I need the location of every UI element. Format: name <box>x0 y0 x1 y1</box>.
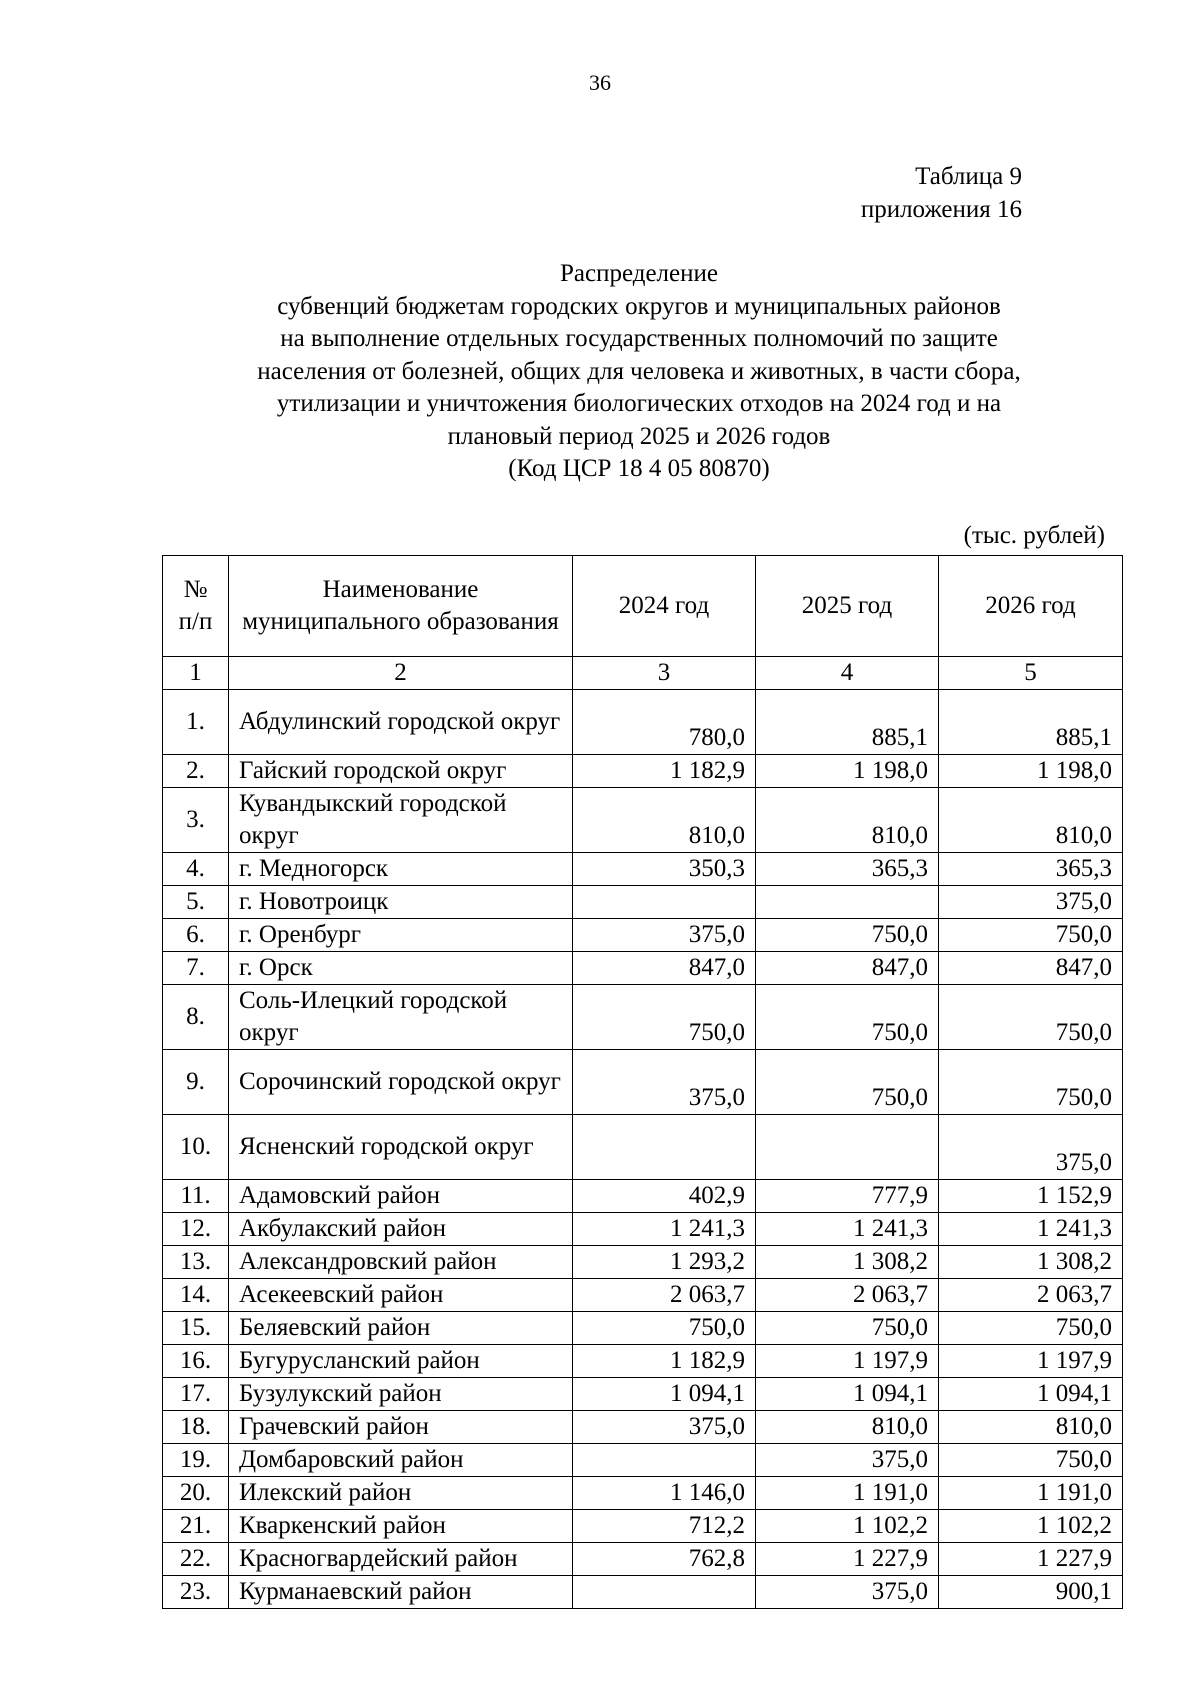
municipality-name: Бузулукский район <box>229 1378 573 1411</box>
value-2026: 750,0 <box>939 1050 1123 1115</box>
municipality-name: Ясненский городской округ <box>229 1115 573 1180</box>
document-heading <box>165 258 1113 486</box>
heading-line: Распределение <box>560 260 718 287</box>
value-2025: 885,1 <box>756 690 939 755</box>
value-2025: 1 191,0 <box>756 1477 939 1510</box>
value-2024: 712,2 <box>573 1510 756 1543</box>
municipality-name: г. Новотроицк <box>229 886 573 919</box>
value-2026: 365,3 <box>939 853 1123 886</box>
value-2024: 375,0 <box>573 1411 756 1444</box>
value-2026: 375,0 <box>939 1115 1123 1180</box>
column-number: 5 <box>939 657 1123 690</box>
municipality-name: Кувандыкский городской округ <box>229 788 573 853</box>
value-2026: 1 227,9 <box>939 1543 1123 1576</box>
municipality-name: Грачевский район <box>229 1411 573 1444</box>
row-number: 7. <box>163 952 229 985</box>
row-number: 15. <box>163 1312 229 1345</box>
value-2026: 1 197,9 <box>939 1345 1123 1378</box>
value-2026: 750,0 <box>939 919 1123 952</box>
value-2026: 1 191,0 <box>939 1477 1123 1510</box>
row-number: 20. <box>163 1477 229 1510</box>
municipality-name: Красногвардейский район <box>229 1543 573 1576</box>
value-2026: 750,0 <box>939 1444 1123 1477</box>
row-number: 22. <box>163 1543 229 1576</box>
value-2025: 1 198,0 <box>756 755 939 788</box>
header-2025: 2025 год <box>756 556 939 657</box>
table-row <box>163 755 1123 788</box>
value-2024: 402,9 <box>573 1180 756 1213</box>
row-number: 4. <box>163 853 229 886</box>
heading-line: на выполнение отдельных государственных полномочий по защите <box>280 325 998 352</box>
heading-line: плановый период 2025 и 2026 годов <box>447 422 831 450</box>
heading-line: утилизации и уничтожения биологических отходов на 2024 год и на <box>276 390 1002 417</box>
table-row <box>163 1246 1123 1279</box>
value-2025: 1 102,2 <box>756 1510 939 1543</box>
value-2024: 2 063,7 <box>573 1279 756 1312</box>
municipality-name: Домбаровский район <box>229 1444 573 1477</box>
value-2025: 777,9 <box>756 1180 939 1213</box>
value-2025: 1 241,3 <box>756 1213 939 1246</box>
value-2025: 1 227,9 <box>756 1543 939 1576</box>
value-2026: 900,1 <box>939 1576 1123 1609</box>
municipality-name: Сорочинский городской округ <box>229 1050 573 1115</box>
value-2025: 365,3 <box>756 853 939 886</box>
table-row <box>163 1477 1123 1510</box>
table-row <box>163 1213 1123 1246</box>
table-ref-line2: приложения 16 <box>860 196 1022 223</box>
column-number: 4 <box>756 657 939 690</box>
municipality-name: Кваркенский район <box>229 1510 573 1543</box>
municipality-name: Соль-Илецкий городской округ <box>229 985 573 1050</box>
table-row <box>163 919 1123 952</box>
value-2024: 350,3 <box>573 853 756 886</box>
municipality-name: Гайский городской округ <box>229 755 573 788</box>
value-2026: 847,0 <box>939 952 1123 985</box>
value-2024: 750,0 <box>573 1312 756 1345</box>
table-row <box>163 1543 1123 1576</box>
table-row <box>163 690 1123 755</box>
row-number: 8. <box>163 985 229 1050</box>
row-number: 18. <box>163 1411 229 1444</box>
column-number-row <box>163 657 1123 690</box>
row-number: 3. <box>163 788 229 853</box>
value-2025: 1 308,2 <box>756 1246 939 1279</box>
value-2024: 780,0 <box>573 690 756 755</box>
table-row <box>163 1444 1123 1477</box>
value-2024 <box>573 1444 756 1477</box>
value-2026: 1 152,9 <box>939 1180 1123 1213</box>
table-row <box>163 886 1123 919</box>
table-row <box>163 985 1123 1050</box>
value-2026: 885,1 <box>939 690 1123 755</box>
value-2026: 750,0 <box>939 985 1123 1050</box>
value-2024: 762,8 <box>573 1543 756 1576</box>
value-2024: 750,0 <box>573 985 756 1050</box>
heading-line: (Код ЦСР 18 4 05 80870) <box>508 455 770 482</box>
municipality-name: Акбулакский район <box>229 1213 573 1246</box>
municipality-name: г. Медногорск <box>229 853 573 886</box>
heading-line: субвенций бюджетам городских округов и муниципальных районов <box>277 292 1001 320</box>
table-reference <box>861 160 1022 226</box>
value-2026: 810,0 <box>939 1411 1123 1444</box>
municipality-name: Абдулинский городской округ <box>229 690 573 755</box>
table-row <box>163 1180 1123 1213</box>
row-number: 21. <box>163 1510 229 1543</box>
row-number: 6. <box>163 919 229 952</box>
value-2026: 375,0 <box>939 886 1123 919</box>
header-2026: 2026 год <box>939 556 1123 657</box>
value-2024 <box>573 1115 756 1180</box>
table-body <box>163 690 1123 1609</box>
header-row <box>163 556 1123 657</box>
value-2026: 810,0 <box>939 788 1123 853</box>
table-row <box>163 1345 1123 1378</box>
value-2024: 1 182,9 <box>573 1345 756 1378</box>
value-2025: 1 197,9 <box>756 1345 939 1378</box>
table-ref-line1: Таблица 9 <box>915 163 1022 190</box>
value-2024: 375,0 <box>573 919 756 952</box>
row-number: 13. <box>163 1246 229 1279</box>
row-number: 11. <box>163 1180 229 1213</box>
value-2026: 1 241,3 <box>939 1213 1123 1246</box>
table-row <box>163 1378 1123 1411</box>
row-number: 12. <box>163 1213 229 1246</box>
value-2026: 750,0 <box>939 1312 1123 1345</box>
value-2024: 1 182,9 <box>573 755 756 788</box>
table-row <box>163 1312 1123 1345</box>
heading-line: населения от болезней, общих для человека и животных, в части сбора, <box>257 357 1021 385</box>
row-number: 2. <box>163 755 229 788</box>
row-number: 19. <box>163 1444 229 1477</box>
row-number: 10. <box>163 1115 229 1180</box>
subvention-table <box>162 555 1123 1609</box>
table-row <box>163 1510 1123 1543</box>
header-2024: 2024 год <box>573 556 756 657</box>
value-2025: 1 094,1 <box>756 1378 939 1411</box>
column-number: 1 <box>163 657 229 690</box>
row-number: 5. <box>163 886 229 919</box>
row-number: 1. <box>163 690 229 755</box>
municipality-name: Александровский район <box>229 1246 573 1279</box>
page-number: 36 <box>589 70 611 95</box>
row-number: 17. <box>163 1378 229 1411</box>
municipality-name: Адамовский район <box>229 1180 573 1213</box>
value-2026: 1 308,2 <box>939 1246 1123 1279</box>
table-row <box>163 952 1123 985</box>
table-row <box>163 1050 1123 1115</box>
header-name: Наименование муниципального образования <box>229 556 573 657</box>
value-2024: 1 094,1 <box>573 1378 756 1411</box>
municipality-name: г. Оренбург <box>229 919 573 952</box>
value-2025: 810,0 <box>756 1411 939 1444</box>
value-2025: 810,0 <box>756 788 939 853</box>
value-2025: 750,0 <box>756 1312 939 1345</box>
value-2026: 1 094,1 <box>939 1378 1123 1411</box>
value-2024: 810,0 <box>573 788 756 853</box>
municipality-name: г. Орск <box>229 952 573 985</box>
header-num: № п/п <box>163 556 229 657</box>
value-2025: 375,0 <box>756 1576 939 1609</box>
column-number: 3 <box>573 657 756 690</box>
value-2025: 375,0 <box>756 1444 939 1477</box>
row-number: 23. <box>163 1576 229 1609</box>
table-row <box>163 1411 1123 1444</box>
municipality-name: Илекский район <box>229 1477 573 1510</box>
value-2024: 375,0 <box>573 1050 756 1115</box>
value-2024 <box>573 1576 756 1609</box>
row-number: 14. <box>163 1279 229 1312</box>
value-2024 <box>573 886 756 919</box>
value-2024: 1 241,3 <box>573 1213 756 1246</box>
value-2025: 847,0 <box>756 952 939 985</box>
table-row <box>163 788 1123 853</box>
column-number: 2 <box>229 657 573 690</box>
value-2026: 1 198,0 <box>939 755 1123 788</box>
municipality-name: Курманаевский район <box>229 1576 573 1609</box>
units-label: (тыс. рублей) <box>963 522 1105 549</box>
row-number: 9. <box>163 1050 229 1115</box>
value-2024: 1 293,2 <box>573 1246 756 1279</box>
value-2025 <box>756 1115 939 1180</box>
value-2025: 2 063,7 <box>756 1279 939 1312</box>
table-row <box>163 853 1123 886</box>
value-2025: 750,0 <box>756 1050 939 1115</box>
value-2026: 2 063,7 <box>939 1279 1123 1312</box>
value-2024: 1 146,0 <box>573 1477 756 1510</box>
value-2025: 750,0 <box>756 919 939 952</box>
value-2025 <box>756 886 939 919</box>
municipality-name: Бугурусланский район <box>229 1345 573 1378</box>
municipality-name: Беляевский район <box>229 1312 573 1345</box>
table-row <box>163 1576 1123 1609</box>
table-row <box>163 1115 1123 1180</box>
value-2024: 847,0 <box>573 952 756 985</box>
table-row <box>163 1279 1123 1312</box>
municipality-name: Асекеевский район <box>229 1279 573 1312</box>
row-number: 16. <box>163 1345 229 1378</box>
value-2026: 1 102,2 <box>939 1510 1123 1543</box>
value-2025: 750,0 <box>756 985 939 1050</box>
